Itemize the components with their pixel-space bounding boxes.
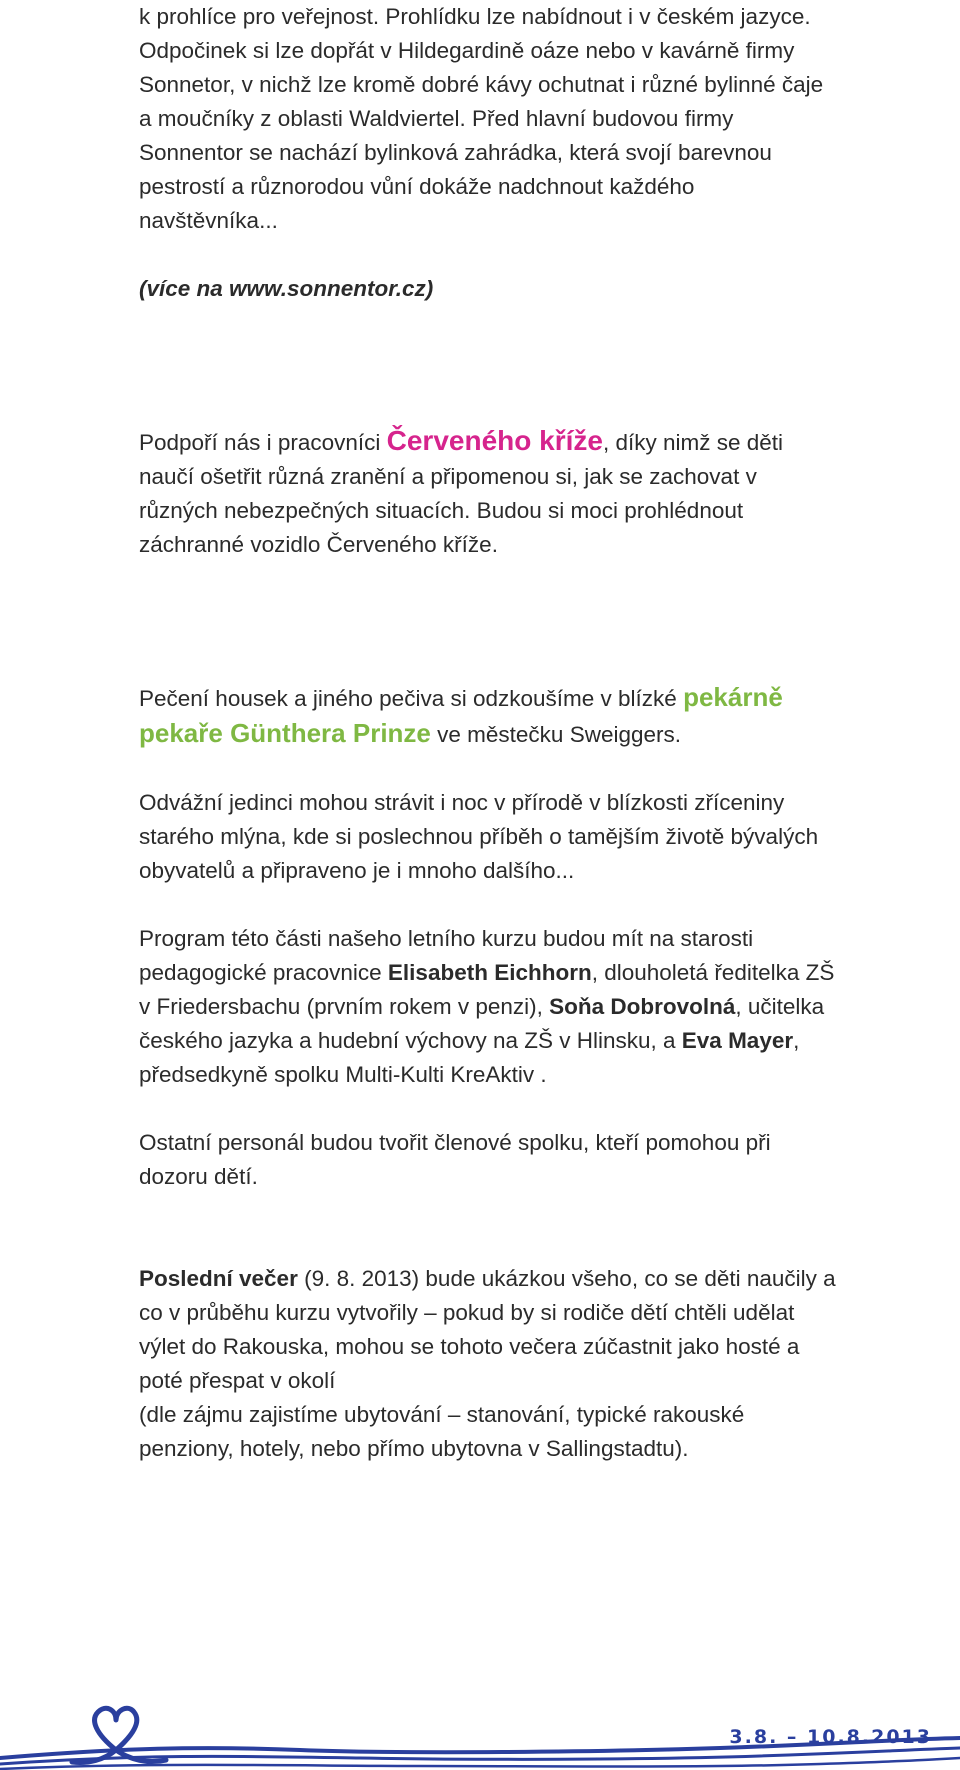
bakery-text-before: Pečení housek a jiného pečiva si odzkoušíme v blízké (139, 686, 684, 711)
program-paragraph (139, 922, 839, 1092)
page-footer (0, 1690, 960, 1770)
last-evening-note: (dle zájmu zajistíme ubytování – stanování, typické rakouské penziony, hotely, nebo přímo ubytovna v Sallingstadtu). (139, 1402, 745, 1461)
red-cross-text-after: , díky nimž se děti naučí ošetřit různá zranění a připomenou si, jak se zachovat v různých nebezpečných situacích. Budou si moci prohlédnout záchranné vozidlo Červeného kříže. (139, 430, 784, 557)
heart-ribbon-icon (72, 1708, 166, 1762)
teacher-name-2: Soňa Dobrovolná (549, 994, 736, 1019)
last-evening-title: Poslední večer (139, 1266, 298, 1291)
red-cross-highlight: Červeného kříže (386, 425, 603, 456)
program-text-3: , učitelka českého jazyka a hudební výchovy na ZŠ v Hlinsku, a (139, 994, 825, 1053)
program-text-1: Program této části našeho letního kurzu budou mít na starosti pedagogické pracovnice (139, 926, 754, 985)
program-text-2: , dlouholetá ředitelka ZŠ v Friedersbachu (prvním rokem v penzi), (139, 960, 835, 1019)
last-evening-text: (9. 8. 2013) bude ukázkou všeho, co se děti naučily a co v průběhu kurzu vytvořily – pokud by si rodiče dětí chtěli udělat výlet do Rakouska, mohou se tohoto večera zúčastnit jako hosté a poté přespat v okolí (139, 1266, 836, 1393)
event-date-range: 3.8. – 10.8.2013 (729, 1726, 932, 1748)
bakery-text-after: ve městečku Sweiggers. (430, 722, 681, 747)
last-evening-paragraph (139, 1262, 839, 1466)
sonnentor-link[interactable]: (více na www.sonnentor.cz) (139, 276, 434, 301)
staff-paragraph: Ostatní personál budou tvořit členové spolku, kteří pomohou při dozoru dětí. (139, 1130, 771, 1189)
red-cross-text-before: Podpoří nás i pracovníci (139, 430, 387, 455)
teacher-name-1: Elisabeth Eichhorn (387, 960, 592, 985)
intro-paragraph: k prohlíce pro veřejnost. Prohlídku lze nabídnout i v českém jazyce. Odpočinek si lze dopřát v Hildegardině oáze nebo v kavárně firmy Sonnetor, v nichž lze kromě dobré kávy ochutnat i různé bylinné čaje a moučníky z oblasti Waldviertel. Před hlavní budovou firmy Sonnentor se nachází bylinková zahrádka, která svojí barevnou pestrostí a různorodou vůní dokáže nadchnout každého navštěvníka... (139, 4, 824, 233)
teacher-name-3: Eva Mayer (681, 1028, 794, 1053)
document-body (139, 0, 839, 1466)
night-paragraph: Odvážní jedinci mohou strávit i noc v přírodě v blízkosti zříceniny starého mlýna, kde si poslechnou příběh o tamějším životě bývalých obyvatelů a připraveno je i mnoho dalšího... (139, 790, 819, 883)
program-text-4: , předsedkyně spolku Multi-Kulti KreAktiv . (139, 1028, 800, 1087)
bakery-highlight: pekárně pekaře Günthera Prinze (139, 682, 783, 748)
red-cross-paragraph (139, 424, 839, 562)
bakery-paragraph (139, 680, 839, 752)
